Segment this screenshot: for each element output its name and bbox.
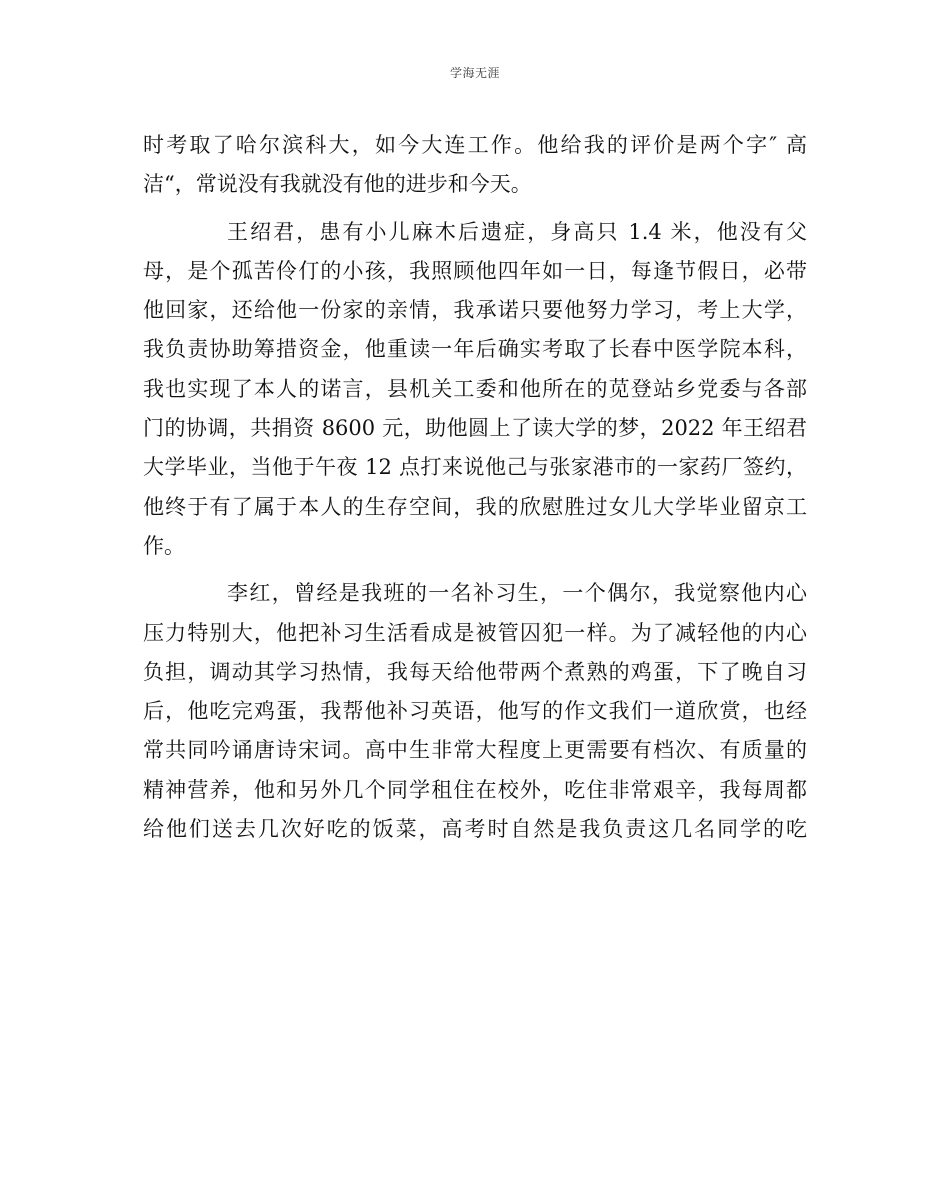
- text-line: 大学毕业，当他于午夜 12 点打来说他己与张家港市的一家药厂签约，: [143, 455, 807, 480]
- text-line: 常共同吟诵唐诗宋词。高中生非常大程度上更需要有档次、有质量的: [143, 738, 807, 763]
- text-line: 我也实现了本人的诺言，县机关工委和他所在的苋登站乡党委与各部: [143, 376, 807, 401]
- text-line: 后，他吃完鸡蛋，我帮他补习英语，他写的作文我们一道欣赏，也经: [143, 699, 807, 724]
- page-header: 学海无涯: [449, 66, 500, 80]
- text-line: 李红，曾经是我班的一名补习生，一个偶尔，我觉察他内心: [227, 581, 807, 606]
- text-line: 给他们送去几次好吃的饭菜，高考时自然是我负责这几名同学的吃: [143, 817, 807, 842]
- text-line: 时考取了哈尔滨科大，如今大连工作。他给我的评价是两个字″ 高: [143, 133, 807, 157]
- paragraph: [143, 213, 807, 567]
- paragraph: [143, 574, 807, 849]
- text-line: 洁“，常说没有我就没有他的进步和今天。: [143, 172, 532, 197]
- text-line: 母，是个孤苦伶仃的小孩，我照顾他四年如一日，每逢节假日，必带: [143, 258, 807, 283]
- text-line: 负担，调动其学习热情，我每天给他带两个煮熟的鸡蛋，下了晚自习: [143, 659, 807, 684]
- text-line: 他回家，还给他一份家的亲情，我承诺只要他努力学习，考上大学，: [143, 298, 807, 323]
- text-line: 我负责协助筹措资金，他重读一年后确实考取了长春中医学院本科，: [143, 337, 807, 362]
- document-body: [143, 126, 807, 849]
- text-line: 门的协调，共捐资 8600 元，助他圆上了读大学的梦，2022 年王绍君: [143, 416, 807, 441]
- text-line: 他终于有了属于本人的生存空间，我的欣慰胜过女儿大学毕业留京工: [143, 494, 807, 519]
- text-line: 压力特别大，他把补习生活看成是被管囚犯一样。为了减轻他的内心: [143, 620, 807, 645]
- text-line: 王绍君，患有小儿麻木后遗症，身高只 1.4 米，他没有父: [227, 219, 807, 244]
- text-line: 精神营养，他和另外几个同学租住在校外，吃住非常艰辛，我每周都: [143, 777, 807, 802]
- text-line: 作。: [143, 533, 185, 558]
- paragraph: [143, 126, 807, 205]
